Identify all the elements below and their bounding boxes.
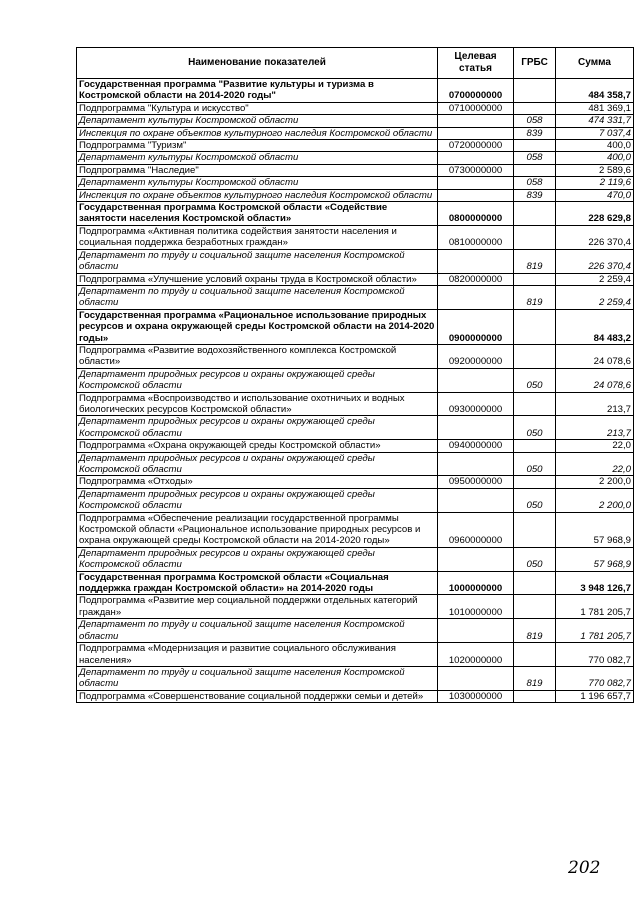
table-row-department: [77, 619, 634, 643]
budget-table: [76, 47, 634, 703]
cell-name: Подпрограмма «Отходы»: [77, 476, 438, 488]
cell-sum: 24 078,6: [556, 344, 634, 368]
cell-grbs: 058: [514, 177, 556, 189]
table-row-department: [77, 177, 634, 189]
cell-sum: 22,0: [556, 440, 634, 452]
cell-name: Подпрограмма "Культура и искусство": [77, 102, 438, 114]
table-row-department: [77, 249, 634, 273]
cell-article: 0730000000: [438, 164, 514, 176]
table-row-department: [77, 189, 634, 201]
cell-sum: 2 200,0: [556, 488, 634, 512]
cell-article: [438, 177, 514, 189]
cell-article: [438, 488, 514, 512]
table-header-row: [77, 48, 634, 79]
cell-sum: 400,0: [556, 140, 634, 152]
header-name: Наименование показателей: [77, 48, 438, 79]
cell-article: 0900000000: [438, 309, 514, 344]
cell-name: Департамент по труду и социальной защите населения Костромской области: [77, 285, 438, 309]
cell-name: Подпрограмма «Обеспечение реализации государственной программы Костромской области «Рациональное использование природных ресурсов и охрана окружающей среды Костромской области на 2014-2020 годы»: [77, 512, 438, 547]
cell-grbs: [514, 392, 556, 416]
cell-name: Подпрограмма «Воспроизводство и использование охотничьих и водных биологических ресурсов Костромской области»: [77, 392, 438, 416]
cell-article: 0700000000: [438, 79, 514, 103]
cell-grbs: [514, 140, 556, 152]
cell-article: 0800000000: [438, 202, 514, 226]
cell-grbs: 819: [514, 619, 556, 643]
cell-article: 0940000000: [438, 440, 514, 452]
cell-article: [438, 368, 514, 392]
cell-name: Департамент природных ресурсов и охраны окружающей среды Костромской области: [77, 488, 438, 512]
cell-grbs: 050: [514, 368, 556, 392]
cell-sum: 213,7: [556, 392, 634, 416]
cell-sum: 2 119,6: [556, 177, 634, 189]
cell-grbs: 839: [514, 127, 556, 139]
cell-sum: 57 968,9: [556, 547, 634, 571]
cell-name: Государственная программа Костромской области «Содействие занятости населения Костромской области»: [77, 202, 438, 226]
cell-sum: 228 629,8: [556, 202, 634, 226]
cell-article: 0960000000: [438, 512, 514, 547]
table-row-program: [77, 202, 634, 226]
cell-article: [438, 666, 514, 690]
table-row-department: [77, 416, 634, 440]
cell-sum: 7 037,4: [556, 127, 634, 139]
cell-grbs: [514, 102, 556, 114]
cell-article: 0950000000: [438, 476, 514, 488]
header-article: Целевая статья: [438, 48, 514, 79]
cell-grbs: 050: [514, 547, 556, 571]
table-row-subprogram: [77, 102, 634, 114]
table-row-department: [77, 488, 634, 512]
table-row-subprogram: [77, 140, 634, 152]
cell-name: Департамент природных ресурсов и охраны окружающей среды Костромской области: [77, 452, 438, 476]
cell-article: 0710000000: [438, 102, 514, 114]
cell-name: Подпрограмма «Активная политика содействия занятости населения и социальная поддержка безработных граждан»: [77, 225, 438, 249]
cell-name: Государственная программа Костромской области «Социальная поддержка граждан Костромской области» на 2014-2020 годы: [77, 571, 438, 595]
table-row-department: [77, 127, 634, 139]
cell-sum: 470,0: [556, 189, 634, 201]
cell-sum: 57 968,9: [556, 512, 634, 547]
cell-sum: 474 331,7: [556, 115, 634, 127]
cell-grbs: [514, 571, 556, 595]
cell-name: Инспекция по охране объектов культурного наследия Костромской области: [77, 127, 438, 139]
table-row-subprogram: [77, 512, 634, 547]
cell-sum: 770 082,7: [556, 643, 634, 667]
cell-sum: 22,0: [556, 452, 634, 476]
cell-grbs: 058: [514, 152, 556, 164]
cell-article: 1010000000: [438, 595, 514, 619]
cell-article: 0930000000: [438, 392, 514, 416]
cell-sum: 484 358,7: [556, 79, 634, 103]
cell-name: Подпрограмма «Модернизация и развитие социального обслуживания населения»: [77, 643, 438, 667]
table-row-department: [77, 152, 634, 164]
table-row-program: [77, 571, 634, 595]
cell-name: Департамент по труду и социальной защите населения Костромской области: [77, 666, 438, 690]
cell-grbs: 058: [514, 115, 556, 127]
table-row-department: [77, 666, 634, 690]
cell-name: Департамент природных ресурсов и охраны окружающей среды Костромской области: [77, 547, 438, 571]
cell-article: 1020000000: [438, 643, 514, 667]
cell-name: Департамент по труду и социальной защите населения Костромской области: [77, 249, 438, 273]
cell-sum: 226 370,4: [556, 225, 634, 249]
table-row-subprogram: [77, 440, 634, 452]
cell-name: Подпрограмма «Развитие водохозяйственного комплекса Костромской области»: [77, 344, 438, 368]
cell-grbs: [514, 225, 556, 249]
cell-grbs: [514, 595, 556, 619]
cell-article: 0820000000: [438, 273, 514, 285]
cell-article: 1000000000: [438, 571, 514, 595]
cell-grbs: [514, 476, 556, 488]
cell-name: Подпрограмма "Наследие": [77, 164, 438, 176]
table-row-department: [77, 115, 634, 127]
cell-name: Государственная программа "Развитие культуры и туризма в Костромской области на 2014-2020 годы": [77, 79, 438, 103]
cell-article: [438, 285, 514, 309]
page-number: 202: [568, 858, 601, 878]
cell-grbs: [514, 643, 556, 667]
cell-article: [438, 452, 514, 476]
table-row-subprogram: [77, 273, 634, 285]
cell-grbs: [514, 512, 556, 547]
cell-grbs: 050: [514, 416, 556, 440]
cell-grbs: 050: [514, 452, 556, 476]
table-row-subprogram: [77, 164, 634, 176]
cell-article: [438, 619, 514, 643]
cell-sum: 2 200,0: [556, 476, 634, 488]
table-row-subprogram: [77, 476, 634, 488]
table-row-subprogram: [77, 344, 634, 368]
cell-grbs: 819: [514, 249, 556, 273]
cell-grbs: [514, 273, 556, 285]
table-row-department: [77, 547, 634, 571]
cell-grbs: [514, 309, 556, 344]
table-row-subprogram: [77, 643, 634, 667]
cell-sum: 2 259,4: [556, 273, 634, 285]
cell-sum: 24 078,6: [556, 368, 634, 392]
cell-name: Государственная программа «Рациональное использование природных ресурсов и охрана окружающей среды Костромской области на 2014-2020 годы»: [77, 309, 438, 344]
table-row-department: [77, 452, 634, 476]
header-grbs: ГРБС: [514, 48, 556, 79]
table-row-program: [77, 79, 634, 103]
cell-grbs: [514, 440, 556, 452]
table-row-department: [77, 285, 634, 309]
cell-sum: 226 370,4: [556, 249, 634, 273]
cell-sum: 1 781 205,7: [556, 595, 634, 619]
cell-name: Подпрограмма "Туризм": [77, 140, 438, 152]
cell-name: Подпрограмма «Совершенствование социальной поддержки семьи и детей»: [77, 690, 438, 702]
cell-article: 0810000000: [438, 225, 514, 249]
table-row-program: [77, 309, 634, 344]
cell-name: Подпрограмма «Охрана окружающей среды Костромской области»: [77, 440, 438, 452]
cell-name: Департамент культуры Костромской области: [77, 177, 438, 189]
cell-grbs: 050: [514, 488, 556, 512]
cell-sum: 3 948 126,7: [556, 571, 634, 595]
table-row-subprogram: [77, 595, 634, 619]
cell-article: [438, 547, 514, 571]
cell-article: [438, 249, 514, 273]
cell-sum: 1 781 205,7: [556, 619, 634, 643]
cell-sum: 2 589,6: [556, 164, 634, 176]
cell-grbs: [514, 202, 556, 226]
cell-name: Департамент природных ресурсов и охраны окружающей среды Костромской области: [77, 416, 438, 440]
table-row-subprogram: [77, 392, 634, 416]
cell-sum: 481 369,1: [556, 102, 634, 114]
cell-grbs: 839: [514, 189, 556, 201]
table-row-subprogram: [77, 225, 634, 249]
cell-sum: 1 196 657,7: [556, 690, 634, 702]
cell-article: 0720000000: [438, 140, 514, 152]
cell-article: 1030000000: [438, 690, 514, 702]
cell-name: Департамент культуры Костромской области: [77, 115, 438, 127]
cell-sum: 2 259,4: [556, 285, 634, 309]
cell-article: [438, 189, 514, 201]
cell-sum: 400,0: [556, 152, 634, 164]
cell-name: Инспекция по охране объектов культурного наследия Костромской области: [77, 189, 438, 201]
cell-name: Департамент по труду и социальной защите населения Костромской области: [77, 619, 438, 643]
cell-grbs: [514, 164, 556, 176]
cell-grbs: [514, 79, 556, 103]
header-sum: Сумма: [556, 48, 634, 79]
cell-sum: 213,7: [556, 416, 634, 440]
cell-sum: 770 082,7: [556, 666, 634, 690]
cell-name: Подпрограмма «Улучшение условий охраны труда в Костромской области»: [77, 273, 438, 285]
cell-grbs: 819: [514, 285, 556, 309]
cell-article: [438, 115, 514, 127]
table-row-subprogram: [77, 690, 634, 702]
table-row-department: [77, 368, 634, 392]
cell-sum: 84 483,2: [556, 309, 634, 344]
cell-name: Департамент культуры Костромской области: [77, 152, 438, 164]
cell-grbs: [514, 690, 556, 702]
table-body: [77, 79, 634, 703]
cell-name: Департамент природных ресурсов и охраны окружающей среды Костромской области: [77, 368, 438, 392]
cell-article: 0920000000: [438, 344, 514, 368]
cell-name: Подпрограмма «Развитие мер социальной поддержки отдельных категорий граждан»: [77, 595, 438, 619]
cell-grbs: 819: [514, 666, 556, 690]
cell-article: [438, 127, 514, 139]
cell-article: [438, 152, 514, 164]
cell-grbs: [514, 344, 556, 368]
cell-article: [438, 416, 514, 440]
